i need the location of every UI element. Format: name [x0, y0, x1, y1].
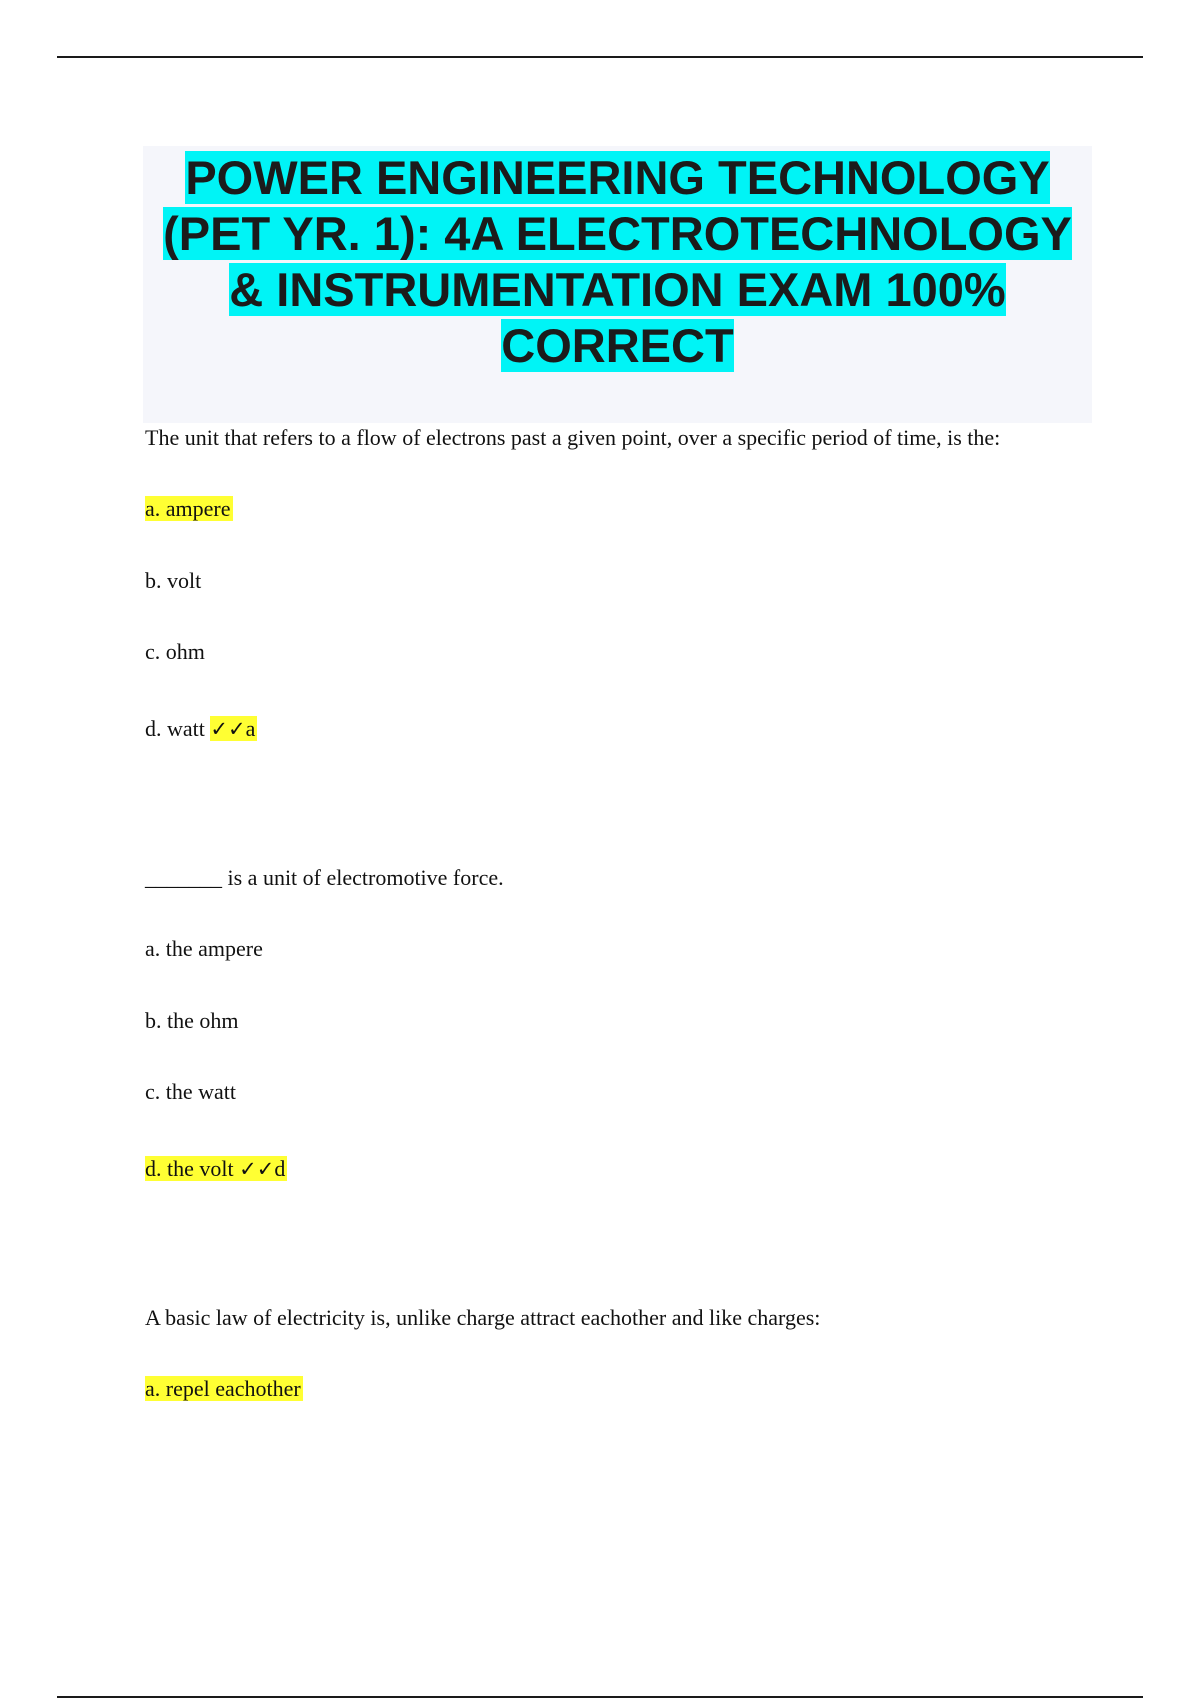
question-2-option-a: a. the ampere [145, 936, 263, 961]
question-1-text: The unit that refers to a flow of electrons past a given point, over a specific period of time, is the: [145, 425, 1001, 450]
top-rule [57, 56, 1143, 58]
double-check-icon: ✓✓ [210, 717, 246, 741]
question-1-option-a [145, 495, 233, 523]
answer-key-letter: d [274, 1156, 286, 1181]
question-2-option-d [145, 1155, 287, 1183]
option-d-label: d. the volt [145, 1156, 234, 1181]
question-1-option-b: b. volt [145, 568, 202, 593]
answer-key [210, 716, 257, 741]
question-2-option-c: c. the watt [145, 1079, 237, 1104]
correct-answer-highlight: a. repel eachother [145, 1376, 301, 1401]
title-block [143, 146, 1092, 423]
option-d-label: d. watt [145, 716, 205, 741]
question-1-option-c: c. ohm [145, 639, 205, 664]
correct-answer-highlight [145, 1156, 287, 1181]
correct-answer-highlight: a. ampere [145, 496, 231, 521]
title-highlight: POWER ENGINEERING TECHNOLOGY (PET YR. 1): 4A ELECTROTECHNOLOGY & INSTRUMENTATION EXAM 100% CORRECT [163, 151, 1072, 372]
answer-key-letter: a [245, 716, 256, 741]
double-check-icon: ✓✓ [239, 1157, 275, 1181]
question-3-option-a [145, 1375, 303, 1403]
question-1-option-d [145, 715, 257, 743]
question-3-text: A basic law of electricity is, unlike charge attract eachother and like charges: [145, 1305, 821, 1330]
document-title [143, 146, 1092, 374]
question-2-text: _______ is a unit of electromotive force. [145, 865, 504, 890]
bottom-rule [57, 1696, 1143, 1698]
question-2-option-b: b. the ohm [145, 1008, 239, 1033]
